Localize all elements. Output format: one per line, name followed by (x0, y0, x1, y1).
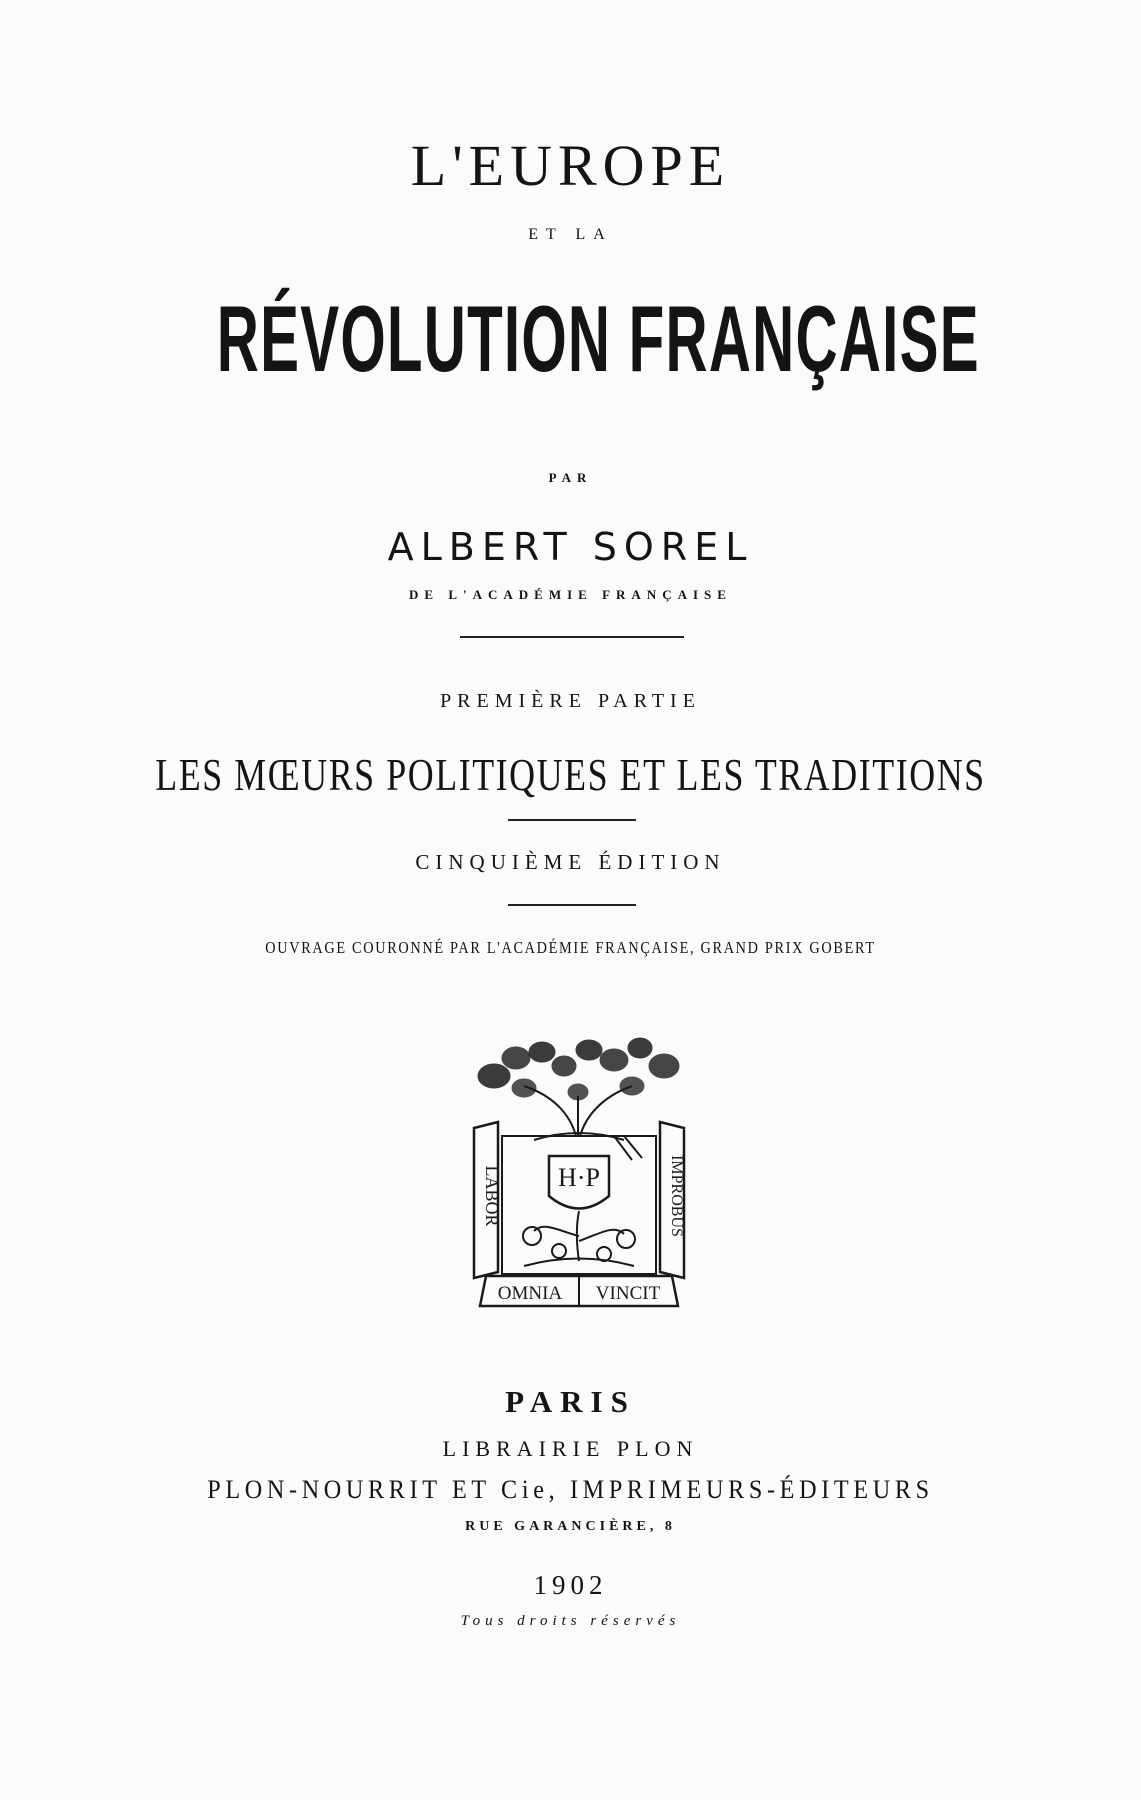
title-line-et-la: ET LA (528, 226, 613, 243)
divider-rule (508, 819, 636, 821)
title-line-europe: L'EUROPE (410, 133, 731, 198)
motto-bottom-right: VINCIT (595, 1283, 661, 1304)
foliage-icon (478, 1038, 679, 1100)
author-name: ALBERT SOREL (387, 525, 754, 569)
award-notice: OUVRAGE COURONNÉ PAR L'ACADÉMIE FRANÇAISE, GRAND PRIX GOBERT (265, 938, 876, 957)
edition-label: CINQUIÈME ÉDITION (415, 850, 726, 874)
imprint-year: 1902 (533, 1570, 608, 1600)
imprint-address: RUE GARANCIÈRE, 8 (465, 1519, 676, 1534)
byline-par: PAR (548, 470, 593, 485)
divider-rule (460, 636, 684, 638)
part-title: LES MŒURS POLITIQUES ET LES TRADITIONS (155, 749, 986, 800)
author-affiliation: DE L'ACADÉMIE FRANÇAISE (409, 587, 732, 602)
motto-bottom-left: OMNIA (497, 1283, 563, 1304)
motto-right: IMPROBUS (668, 1155, 685, 1237)
imprint-city: PARIS (505, 1384, 636, 1419)
rights-notice: Tous droits réservés (460, 1613, 681, 1629)
part-label: PREMIÈRE PARTIE (440, 690, 701, 712)
title-line-revolution: RÉVOLUTION FRANÇAISE (216, 286, 980, 391)
publisher-emblem (464, 1036, 694, 1316)
motto-left: LABOR (482, 1165, 502, 1227)
imprint-printer: PLON-NOURRIT ET Cie, IMPRIMEURS-ÉDITEURS (207, 1475, 934, 1504)
imprint-publisher: LIBRAIRIE PLON (442, 1436, 699, 1461)
emblem-monogram: H·P (558, 1163, 600, 1192)
divider-rule (508, 904, 636, 906)
